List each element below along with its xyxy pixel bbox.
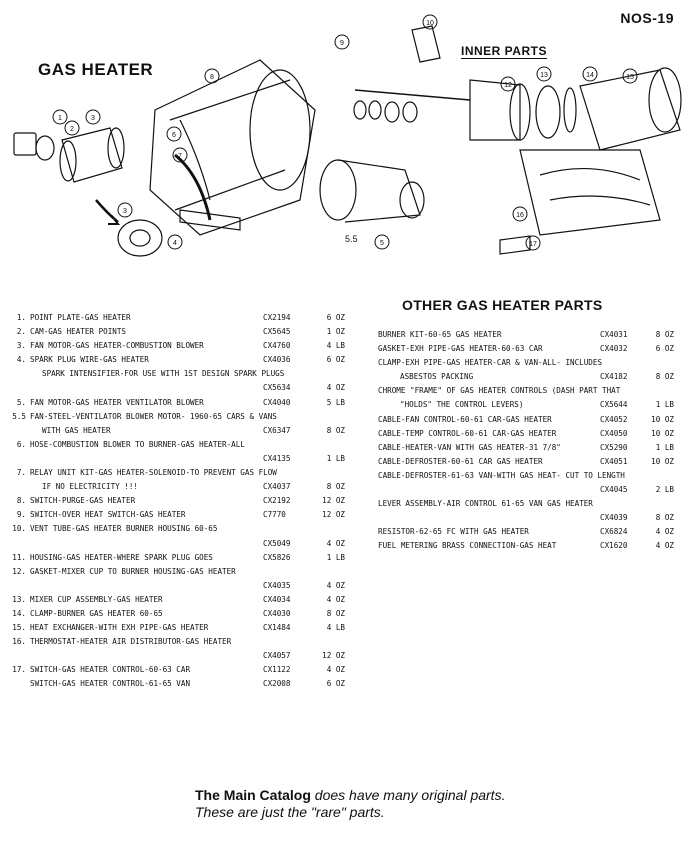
- list-item: [378, 398, 674, 412]
- list-item: [16, 494, 345, 508]
- item-weight: 12 OZ: [322, 651, 345, 661]
- vent-tube-part: [412, 26, 440, 62]
- item-weight: 8 OZ: [326, 425, 345, 435]
- part-number: CX6824: [600, 527, 628, 537]
- list-item: [378, 525, 674, 539]
- item-weight: 1 LB: [655, 442, 674, 452]
- list-item: [30, 367, 345, 381]
- item-number: 14.: [12, 608, 26, 618]
- air-distributor-part: [520, 150, 660, 235]
- mixer-cup-part: [536, 86, 560, 138]
- item-number: 16.: [12, 637, 26, 647]
- list-item: [12, 551, 345, 565]
- item-description: BURNER KIT-60-65 GAS HEATER: [378, 330, 502, 339]
- fan-motor-part: [62, 128, 122, 182]
- part-number: CX4760: [263, 341, 291, 351]
- list-item: [378, 370, 674, 384]
- other-parts-list: [378, 328, 674, 554]
- item-weight: 4 OZ: [655, 527, 674, 537]
- part-number: CX4182: [600, 372, 628, 382]
- item-description: RELAY UNIT KIT-GAS HEATER-SOLENOID-TO PREVENT GAS FLOW: [30, 468, 277, 478]
- item-description: SWITCH-GAS HEATER CONTROL-61-65 VAN: [30, 679, 191, 689]
- item-description: CLAMP-BURNER GAS HEATER 60-65: [30, 608, 163, 618]
- list-item: [378, 441, 674, 455]
- list-item: [30, 649, 345, 663]
- item-number: 8.: [16, 496, 26, 506]
- list-item: [16, 339, 345, 353]
- item-description: SPARK INTENSIFIER-FOR USE WITH 1ST DESIGN SPARK PLUGS: [42, 369, 285, 379]
- item-weight: 1 LB: [655, 400, 674, 410]
- list-item: [378, 455, 674, 469]
- item-weight: 4 OZ: [326, 383, 345, 393]
- item-weight: 4 OZ: [326, 665, 345, 675]
- callout-13: 13: [540, 72, 548, 79]
- item-description: CABLE-HEATER-VAN WITH GAS HEATER-31 7/8": [378, 442, 561, 452]
- item-weight: 8 OZ: [655, 330, 674, 339]
- item-description: HOSE-COMBUSTION BLOWER TO BURNER-GAS HEATER-ALL: [30, 439, 245, 449]
- list-item: [30, 537, 345, 551]
- item-weight: 2 LB: [655, 485, 674, 495]
- item-description: CHROME "FRAME" OF GAS HEATER CONTROLS (DASH PART THAT: [378, 386, 621, 396]
- footer-italic: does have many original parts. These are just the "rare" parts.: [195, 787, 506, 820]
- list-item: [378, 328, 674, 342]
- list-item: [16, 438, 345, 452]
- item-weight: 4 LB: [326, 341, 345, 351]
- item-description: WITH GAS HEATER: [42, 425, 111, 435]
- item-description: SPARK PLUG WIRE-GAS HEATER: [30, 355, 149, 365]
- item-number: 4.: [16, 355, 26, 365]
- item-description: SWITCH-PURGE-GAS HEATER: [30, 496, 136, 506]
- part-number: CX4035: [263, 580, 291, 590]
- exploded-parts-diagram: [0, 0, 698, 290]
- item-weight: 8 OZ: [326, 608, 345, 618]
- item-number: 3.: [16, 341, 26, 351]
- item-weight: 10 OZ: [651, 414, 674, 424]
- part-number: CX2192: [263, 496, 291, 506]
- item-number: 6.: [16, 439, 26, 449]
- list-item: [12, 607, 345, 621]
- item-weight: 8 OZ: [655, 513, 674, 523]
- list-item: [16, 466, 345, 480]
- item-description: SWITCH-GAS HEATER CONTROL-60-63 CAR: [30, 665, 191, 675]
- callout-17: 17: [529, 241, 537, 248]
- list-item: [378, 384, 674, 398]
- callout-4: 4: [173, 240, 177, 247]
- item-description: GASKET-EXH PIPE-GAS HEATER-60-63 CAR: [378, 344, 543, 354]
- item-weight: 5 LB: [326, 397, 345, 407]
- callout-10: 10: [426, 20, 434, 27]
- heater-housing-part: [150, 60, 315, 235]
- item-weight: 4 LB: [326, 623, 345, 633]
- item-weight: 1 LB: [326, 453, 345, 463]
- list-item: [16, 353, 345, 367]
- item-number: 5.: [16, 397, 26, 407]
- item-weight: 1 OZ: [326, 327, 345, 337]
- callout-15: 15: [626, 74, 634, 81]
- part-number: CX1484: [263, 623, 291, 633]
- list-item: [378, 469, 674, 483]
- part-number: CX4052: [600, 414, 628, 424]
- item-description: RESISTOR-62-65 FC WITH GAS HEATER: [378, 527, 529, 537]
- item-description: "HOLDS" THE CONTROL LEVERS): [400, 400, 524, 410]
- item-number: 12.: [12, 566, 26, 576]
- item-description: CABLE-FAN CONTROL-60-61 CAR-GAS HEATER: [378, 414, 552, 424]
- callout-12: 12: [504, 82, 512, 89]
- part-number: CX4034: [263, 594, 291, 604]
- item-number: 7.: [16, 468, 26, 478]
- item-description: GASKET-MIXER CUP TO BURNER HOUSING-GAS HEATER: [30, 566, 236, 576]
- item-description: MIXER CUP ASSEMBLY-GAS HEATER: [30, 594, 163, 604]
- callout-3b: 3: [123, 208, 127, 215]
- list-item: [12, 410, 345, 424]
- callout-3: 3: [91, 115, 95, 122]
- item-description: POINT PLATE-GAS HEATER: [30, 313, 131, 322]
- item-number: 13.: [12, 594, 26, 604]
- item-weight: 10 OZ: [651, 428, 674, 438]
- callout-14: 14: [586, 72, 594, 79]
- part-number: CX5826: [263, 552, 291, 562]
- other-parts-title: OTHER GAS HEATER PARTS: [402, 297, 603, 313]
- part-number: CX4040: [263, 397, 291, 407]
- point-plate-part: [14, 133, 36, 155]
- item-description: CABLE-TEMP CONTROL-60-61 CAR-GAS HEATER: [378, 428, 557, 438]
- part-number: CX1620: [600, 541, 628, 551]
- item-number: 2.: [16, 327, 26, 337]
- item-weight: 12 OZ: [322, 510, 345, 520]
- callout-6: 6: [172, 132, 176, 139]
- item-weight: 6 OZ: [326, 313, 345, 322]
- item-number: 15.: [12, 623, 26, 633]
- list-item: [378, 342, 674, 356]
- callout-5: 5: [380, 240, 384, 247]
- parts-list: [12, 311, 345, 692]
- item-weight: 12 OZ: [322, 496, 345, 506]
- part-number: CX4135: [263, 453, 291, 463]
- part-number: CX2008: [263, 679, 291, 689]
- list-item: [12, 593, 345, 607]
- item-description: CABLE-DEFROSTER-60-61 CAR GAS HEATER: [378, 456, 543, 466]
- part-number: CX5290: [600, 442, 628, 452]
- item-description: CAM-GAS HEATER POINTS: [30, 327, 127, 337]
- item-weight: 4 OZ: [326, 594, 345, 604]
- callout-5-5: 5.5: [345, 234, 358, 244]
- item-description: CLAMP-EXH PIPE-GAS HEATER-CAR & VAN-ALL- INCLUDES: [378, 358, 603, 368]
- item-description: THERMOSTAT-HEATER AIR DISTRIBUTOR-GAS HEATER: [30, 637, 232, 647]
- part-number: CX4045: [600, 485, 628, 495]
- list-item: [12, 522, 345, 536]
- item-weight: 4 OZ: [655, 541, 674, 551]
- item-number: 5.5: [12, 411, 26, 421]
- part-number: CX4030: [263, 608, 291, 618]
- item-description: SWITCH-OVER HEAT SWITCH-GAS HEATER: [30, 510, 186, 520]
- item-description: VENT TUBE-GAS HEATER BURNER HOUSING 60-65: [30, 524, 218, 534]
- list-item: [378, 511, 674, 525]
- list-item: [16, 311, 345, 325]
- part-number: C7770: [263, 510, 286, 520]
- item-weight: 6 OZ: [326, 679, 345, 689]
- page-id: NOS-19: [620, 10, 674, 26]
- list-item: [378, 427, 674, 441]
- list-item: [30, 480, 345, 494]
- item-description: ASBESTOS PACKING: [400, 372, 474, 382]
- blower-part: [118, 220, 162, 256]
- callout-1: 1: [58, 115, 62, 122]
- item-weight: 8 OZ: [326, 482, 345, 492]
- part-number: CX5049: [263, 538, 291, 548]
- part-number: CX5644: [600, 400, 628, 410]
- item-weight: 6 OZ: [655, 344, 674, 354]
- list-item: [378, 539, 674, 553]
- footer-bold: The Main Catalog: [195, 787, 311, 803]
- part-number: CX4036: [263, 355, 291, 365]
- part-number: CX5634: [263, 383, 291, 393]
- part-number: CX4032: [600, 344, 628, 354]
- callout-7: 7: [178, 153, 182, 160]
- inner-parts-label: INNER PARTS: [461, 44, 547, 58]
- list-item: [378, 497, 674, 511]
- item-weight: 8 OZ: [655, 372, 674, 382]
- clamp-part: [564, 88, 576, 132]
- part-number: CX2194: [263, 313, 291, 322]
- item-number: 1.: [16, 313, 26, 322]
- list-item: [30, 381, 345, 395]
- cam-part: [36, 136, 54, 160]
- item-number: 9.: [16, 510, 26, 520]
- item-description: FAN-STEEL-VENTILATOR BLOWER MOTOR- 1960-65 CARS & VANS: [30, 411, 277, 421]
- callout-8: 8: [210, 74, 214, 81]
- list-item: [30, 452, 345, 466]
- item-description: LEVER ASSEMBLY-AIR CONTROL 61-65 VAN GAS HEATER: [378, 499, 593, 509]
- list-item: [378, 483, 674, 497]
- item-number: 11.: [12, 552, 26, 562]
- heat-exchanger-part: [580, 70, 680, 150]
- item-weight: 6 OZ: [326, 355, 345, 365]
- item-description: FUEL METERING BRASS CONNECTION-GAS HEAT: [378, 541, 557, 551]
- list-item: [378, 356, 674, 370]
- item-number: 17.: [12, 665, 26, 675]
- list-item: [16, 325, 345, 339]
- item-weight: 4 OZ: [326, 580, 345, 590]
- item-description: CABLE-DEFROSTER-61-63 VAN-WITH GAS HEAT- CUT TO LENGTH: [378, 470, 625, 480]
- list-item: [30, 424, 345, 438]
- part-number: CX4031: [600, 330, 628, 339]
- part-number: CX1122: [263, 665, 291, 675]
- part-number: CX4039: [600, 513, 628, 523]
- part-number: CX4057: [263, 651, 291, 661]
- list-item: [12, 621, 345, 635]
- callout-9: 9: [340, 40, 344, 47]
- list-item: [16, 396, 345, 410]
- item-weight: 1 LB: [326, 552, 345, 562]
- part-number: CX5645: [263, 327, 291, 337]
- list-item: [12, 663, 345, 677]
- ventilator-fan-part: [320, 160, 356, 220]
- item-weight: 10 OZ: [651, 456, 674, 466]
- list-item: [30, 677, 345, 691]
- list-item: [12, 565, 345, 579]
- list-item: [16, 508, 345, 522]
- page-title: GAS HEATER: [38, 60, 154, 79]
- item-weight: 4 OZ: [326, 538, 345, 548]
- item-description: IF NO ELECTRICITY !!!: [42, 482, 139, 492]
- list-item: [12, 635, 345, 649]
- callout-2: 2: [70, 126, 74, 133]
- callout-16: 16: [516, 212, 524, 219]
- part-number: CX4037: [263, 482, 291, 492]
- item-description: FAN MOTOR-GAS HEATER-COMBUSTION BLOWER: [30, 341, 204, 351]
- part-number: CX6347: [263, 425, 291, 435]
- list-item: [30, 579, 345, 593]
- part-number: CX4050: [600, 428, 628, 438]
- footer-note: [195, 787, 525, 821]
- item-description: HEAT EXCHANGER-WITH EXH PIPE-GAS HEATER: [30, 623, 209, 633]
- item-description: FAN MOTOR-GAS HEATER VENTILATOR BLOWER: [30, 397, 204, 407]
- item-number: 10.: [12, 524, 26, 534]
- part-number: CX4051: [600, 456, 628, 466]
- list-item: [378, 413, 674, 427]
- item-description: HOUSING-GAS HEATER-WHERE SPARK PLUG GOES: [30, 552, 213, 562]
